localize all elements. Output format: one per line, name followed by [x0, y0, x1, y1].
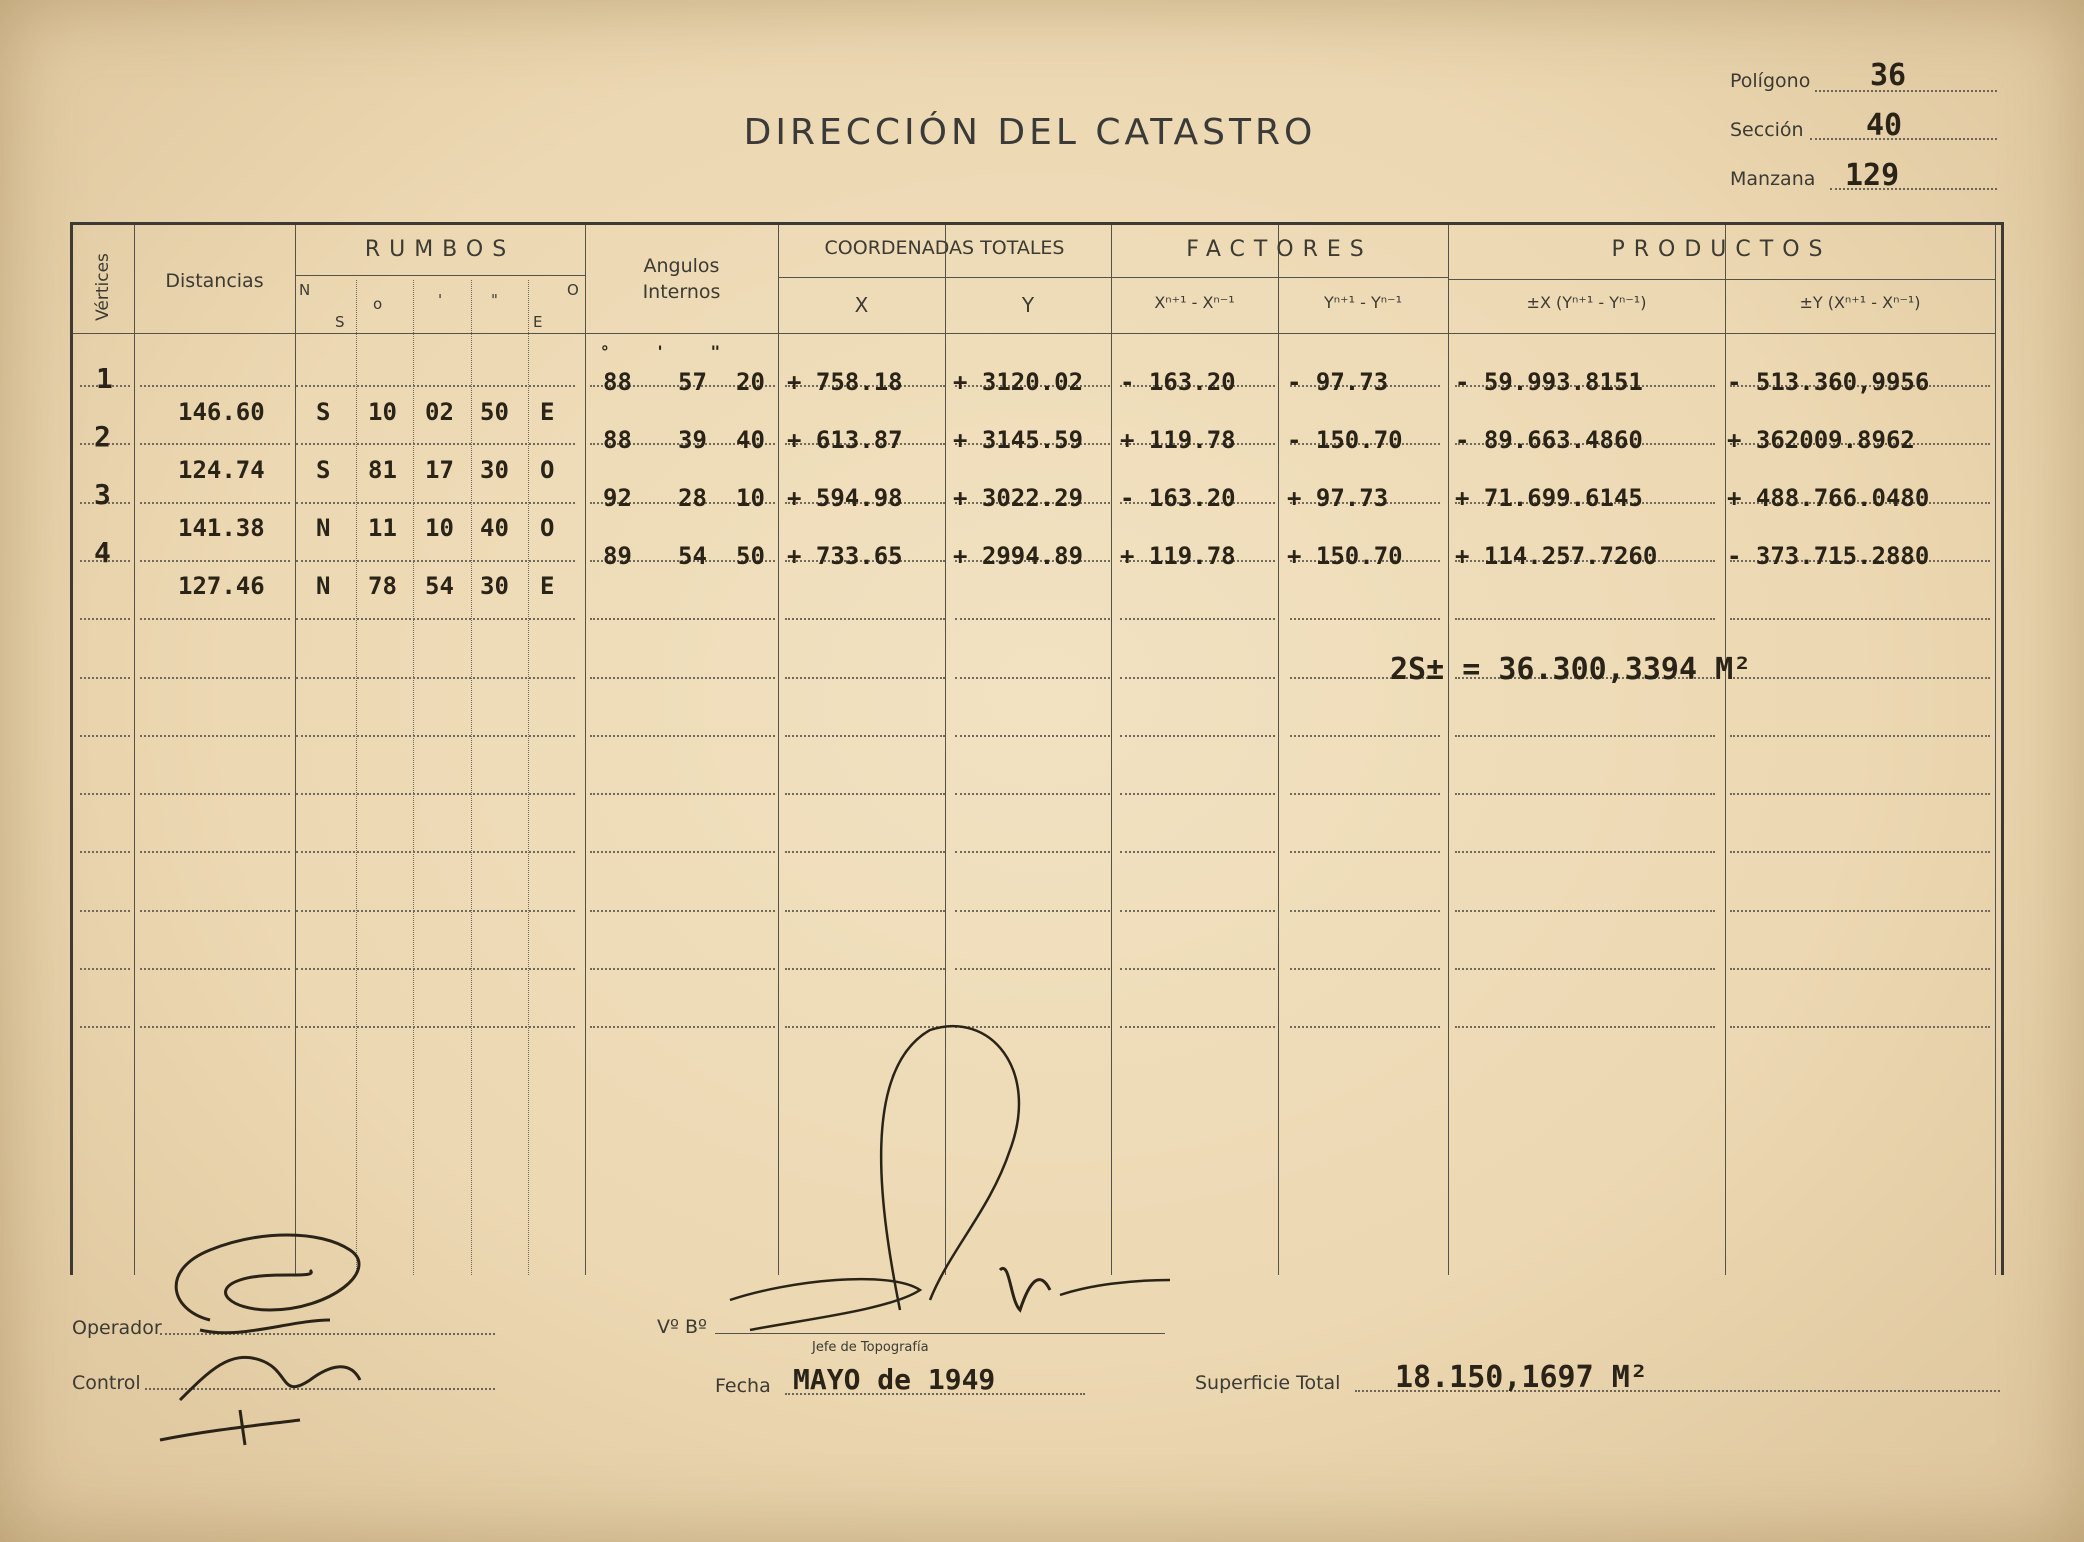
fecha-value: MAYO de 1949 — [793, 1363, 996, 1396]
col-divider — [1725, 225, 1726, 1275]
factor-x: + 119.78 — [1120, 542, 1236, 570]
coord-y: + 3022.29 — [953, 484, 1084, 512]
product-y: - 373.715.2880 — [1727, 542, 1930, 570]
bearing-ns: S — [316, 398, 331, 426]
factor-y: + 97.73 — [1287, 484, 1389, 512]
header-divider — [1111, 277, 1448, 278]
ruled-row-line — [785, 851, 945, 853]
superficie-label: Superficie Total — [1195, 1372, 1341, 1394]
ruled-row-line — [1730, 910, 1990, 912]
col-divider — [471, 280, 472, 1275]
factor-x: + 119.78 — [1120, 426, 1236, 454]
ruled-row-line — [296, 385, 575, 387]
ruled-row-line — [80, 851, 130, 853]
ruled-row-line — [1455, 968, 1715, 970]
ruled-row-line — [955, 851, 1110, 853]
ruled-row-line — [955, 618, 1110, 620]
ruled-row-line — [1120, 735, 1275, 737]
ruled-row-line — [785, 910, 945, 912]
angle-seconds: 10 — [736, 484, 765, 512]
product-y: - 513.360,9956 — [1727, 368, 1930, 396]
ruled-row-line — [296, 851, 575, 853]
fx-header: Xⁿ⁺¹ - Xⁿ⁻¹ — [1154, 293, 1235, 312]
ruled-row-line — [1455, 735, 1715, 737]
ruled-row-line — [1730, 793, 1990, 795]
ruled-row-line — [955, 793, 1110, 795]
fy-header: Yⁿ⁺¹ - Yⁿ⁻¹ — [1324, 293, 1402, 312]
bearing-eo: O — [540, 456, 555, 484]
product-y: + 488.766.0480 — [1727, 484, 1930, 512]
rumbos-e-label: E — [533, 313, 543, 331]
ruled-row-line — [1730, 968, 1990, 970]
rumbos-min-label: ' — [438, 291, 443, 309]
ruled-row-line — [1455, 851, 1715, 853]
vertex-number: 2 — [94, 420, 111, 453]
ruled-row-line — [80, 618, 130, 620]
rumbos-sec-label: " — [491, 291, 498, 309]
header-divider — [295, 275, 585, 276]
rumbos-n-label: N — [299, 281, 311, 299]
product-x: + 71.699.6145 — [1455, 484, 1643, 512]
internos-header: Internos — [642, 281, 721, 303]
factor-y: - 150.70 — [1287, 426, 1403, 454]
bearing-ns: N — [316, 514, 331, 542]
ruled-row-line — [1120, 677, 1275, 679]
x-header: X — [854, 293, 869, 317]
manzana-label: Manzana — [1730, 168, 1816, 190]
ruled-row-line — [1290, 793, 1440, 795]
ruled-row-line — [590, 910, 775, 912]
product-x: - 89.663.4860 — [1455, 426, 1643, 454]
poligono-label: Polígono — [1730, 70, 1811, 92]
ruled-row-line — [1730, 851, 1990, 853]
col-divider — [356, 280, 357, 1275]
ruled-row-line — [785, 968, 945, 970]
ruled-row-line — [296, 968, 575, 970]
ruled-row-line — [590, 968, 775, 970]
bearing-eo: E — [540, 572, 555, 600]
ruled-row-line — [1730, 618, 1990, 620]
rumbos-s-label: S — [335, 313, 345, 331]
vertices-header — [73, 253, 134, 321]
angle-degrees: 88 — [603, 368, 632, 396]
ruled-row-line — [80, 677, 130, 679]
ruled-row-line — [1120, 793, 1275, 795]
py-header: ±Y (Xⁿ⁺¹ - Xⁿ⁻¹) — [1799, 293, 1921, 312]
ruled-row-line — [140, 1026, 290, 1028]
ruled-row-line — [296, 677, 575, 679]
ruled-row-line — [140, 910, 290, 912]
bearing-ns: N — [316, 572, 331, 600]
bearing-min: 54 — [425, 572, 454, 600]
angle-degrees: 89 — [603, 542, 632, 570]
bearing-eo: O — [540, 514, 555, 542]
ruled-row-line — [590, 618, 775, 620]
ruled-row-line — [955, 735, 1110, 737]
rumbos-o-label: O — [567, 281, 579, 299]
col-divider — [1278, 225, 1279, 1275]
header-divider — [778, 277, 1111, 278]
ruled-row-line — [1290, 618, 1440, 620]
form-title: DIRECCIÓN DEL CATASTRO — [743, 112, 1317, 153]
ruled-row-line — [785, 735, 945, 737]
operador-label: Operador — [72, 1317, 162, 1339]
bearing-deg: 11 — [368, 514, 397, 542]
productos-header: PRODUCTOS — [1611, 237, 1832, 262]
ruled-row-line — [80, 968, 130, 970]
col-divider — [134, 225, 135, 1275]
factor-y: + 150.70 — [1287, 542, 1403, 570]
control-label: Control — [72, 1372, 141, 1394]
jefe-topografia-label: Jefe de Topografía — [812, 1340, 929, 1355]
distance-cell: 146.60 — [178, 398, 265, 426]
ruled-row-line — [80, 910, 130, 912]
factor-y: - 97.73 — [1287, 368, 1389, 396]
ruled-row-line — [296, 1026, 575, 1028]
header-divider — [1448, 279, 1995, 280]
distance-cell: 127.46 — [178, 572, 265, 600]
ruled-row-line — [1455, 910, 1715, 912]
col-divider — [1995, 225, 1996, 1275]
ruled-row-line — [80, 735, 130, 737]
ruled-row-line — [140, 385, 290, 387]
distancias-header: Distancias — [165, 270, 264, 292]
product-x: + 114.257.7260 — [1455, 542, 1658, 570]
distance-cell: 124.74 — [178, 456, 265, 484]
product-y: + 362009.8962 — [1727, 426, 1915, 454]
ruled-row-line — [1120, 618, 1275, 620]
vertices-header-text: Vértices — [93, 253, 113, 321]
coord-y: + 3145.59 — [953, 426, 1084, 454]
superficie-value: 18.150,1697 M² — [1395, 1360, 1648, 1395]
angle-minutes: 28 — [678, 484, 707, 512]
vertex-number: 4 — [94, 536, 111, 569]
ruled-row-line — [296, 735, 575, 737]
bearing-sec: 30 — [480, 456, 509, 484]
bearing-ns: S — [316, 456, 331, 484]
col-divider — [1448, 225, 1449, 1275]
ruled-row-line — [296, 560, 575, 562]
angle-minutes: 54 — [678, 542, 707, 570]
angle-seconds: 50 — [736, 542, 765, 570]
header-bottom-line — [73, 333, 1995, 334]
seccion-line — [1810, 138, 1997, 140]
bearing-min: 17 — [425, 456, 454, 484]
ruled-row-line — [140, 968, 290, 970]
ruled-row-line — [296, 910, 575, 912]
bearing-sec: 40 — [480, 514, 509, 542]
ruled-row-line — [590, 793, 775, 795]
coord-x: + 594.98 — [787, 484, 903, 512]
angle-seconds: 20 — [736, 368, 765, 396]
bearing-deg: 81 — [368, 456, 397, 484]
px-header: ±X (Yⁿ⁺¹ - Yⁿ⁻¹) — [1526, 293, 1647, 312]
ruled-row-line — [140, 677, 290, 679]
coordenadas-header: COORDENADAS TOTALES — [824, 237, 1065, 259]
ruled-row-line — [955, 677, 1110, 679]
ruled-row-line — [1290, 910, 1440, 912]
bearing-sec: 50 — [480, 398, 509, 426]
ruled-row-line — [785, 677, 945, 679]
coord-x: + 613.87 — [787, 426, 903, 454]
ruled-row-line — [785, 618, 945, 620]
col-divider — [528, 280, 529, 1275]
ruled-row-line — [1730, 735, 1990, 737]
ruled-row-line — [80, 793, 130, 795]
distance-cell: 141.38 — [178, 514, 265, 542]
jefe-signature — [690, 1010, 1190, 1340]
angulos-header: Angulos — [643, 255, 720, 277]
factor-x: - 163.20 — [1120, 484, 1236, 512]
seccion-label: Sección — [1730, 119, 1804, 141]
col-divider — [585, 225, 586, 1275]
seccion-value: 40 — [1866, 108, 1903, 143]
poligono-value: 36 — [1870, 58, 1907, 93]
ruled-row-line — [1120, 968, 1275, 970]
ruled-row-line — [140, 443, 290, 445]
angle-minutes: 39 — [678, 426, 707, 454]
factores-header: FACTORES — [1186, 237, 1373, 262]
angle-degrees: 92 — [603, 484, 632, 512]
angle-units-label: ° ' " — [600, 342, 739, 361]
ruled-row-line — [1455, 1026, 1715, 1028]
ruled-row-line — [590, 735, 775, 737]
ruled-row-line — [140, 502, 290, 504]
vertex-number: 3 — [94, 478, 111, 511]
ruled-row-line — [140, 618, 290, 620]
ruled-row-line — [1730, 1026, 1990, 1028]
ruled-row-line — [1290, 735, 1440, 737]
ruled-row-line — [955, 910, 1110, 912]
ruled-row-line — [1120, 851, 1275, 853]
rumbos-header: RUMBOS — [364, 237, 516, 262]
ruled-row-line — [140, 793, 290, 795]
ruled-row-line — [1290, 851, 1440, 853]
factor-x: - 163.20 — [1120, 368, 1236, 396]
ruled-row-line — [296, 793, 575, 795]
angle-minutes: 57 — [678, 368, 707, 396]
ruled-row-line — [296, 618, 575, 620]
bearing-sec: 30 — [480, 572, 509, 600]
ruled-row-line — [140, 560, 290, 562]
angle-seconds: 40 — [736, 426, 765, 454]
coord-x: + 758.18 — [787, 368, 903, 396]
vertex-number: 1 — [96, 362, 113, 395]
ruled-row-line — [296, 502, 575, 504]
coord-y: + 3120.02 — [953, 368, 1084, 396]
vobo-label: Vº Bº — [657, 1316, 707, 1338]
ruled-row-line — [590, 851, 775, 853]
ruled-row-line — [785, 793, 945, 795]
fecha-label: Fecha — [715, 1375, 771, 1397]
coord-y: + 2994.89 — [953, 542, 1084, 570]
coord-x: + 733.65 — [787, 542, 903, 570]
col-divider — [295, 225, 296, 1275]
ruled-row-line — [955, 968, 1110, 970]
bearing-min: 02 — [425, 398, 454, 426]
bearing-deg: 10 — [368, 398, 397, 426]
ruled-row-line — [296, 443, 575, 445]
operador-signature — [150, 1210, 380, 1450]
angle-degrees: 88 — [603, 426, 632, 454]
ruled-row-line — [1120, 910, 1275, 912]
y-header: Y — [1021, 293, 1035, 317]
ruled-row-line — [140, 735, 290, 737]
ruled-row-line — [1290, 1026, 1440, 1028]
ruled-row-line — [590, 677, 775, 679]
ruled-row-line — [80, 1026, 130, 1028]
product-x: - 59.993.8151 — [1455, 368, 1643, 396]
bearing-min: 10 — [425, 514, 454, 542]
col-divider — [413, 280, 414, 1275]
bearing-eo: E — [540, 398, 555, 426]
ruled-row-line — [1455, 618, 1715, 620]
ruled-row-line — [140, 851, 290, 853]
rumbos-deg-label: o — [373, 295, 383, 313]
ruled-row-line — [1290, 968, 1440, 970]
manzana-value: 129 — [1845, 158, 1900, 193]
ruled-row-line — [1730, 677, 1990, 679]
bearing-deg: 78 — [368, 572, 397, 600]
double-area-sum: 2S± = 36.300,3394 M² — [1390, 652, 1752, 687]
ruled-row-line — [1455, 793, 1715, 795]
